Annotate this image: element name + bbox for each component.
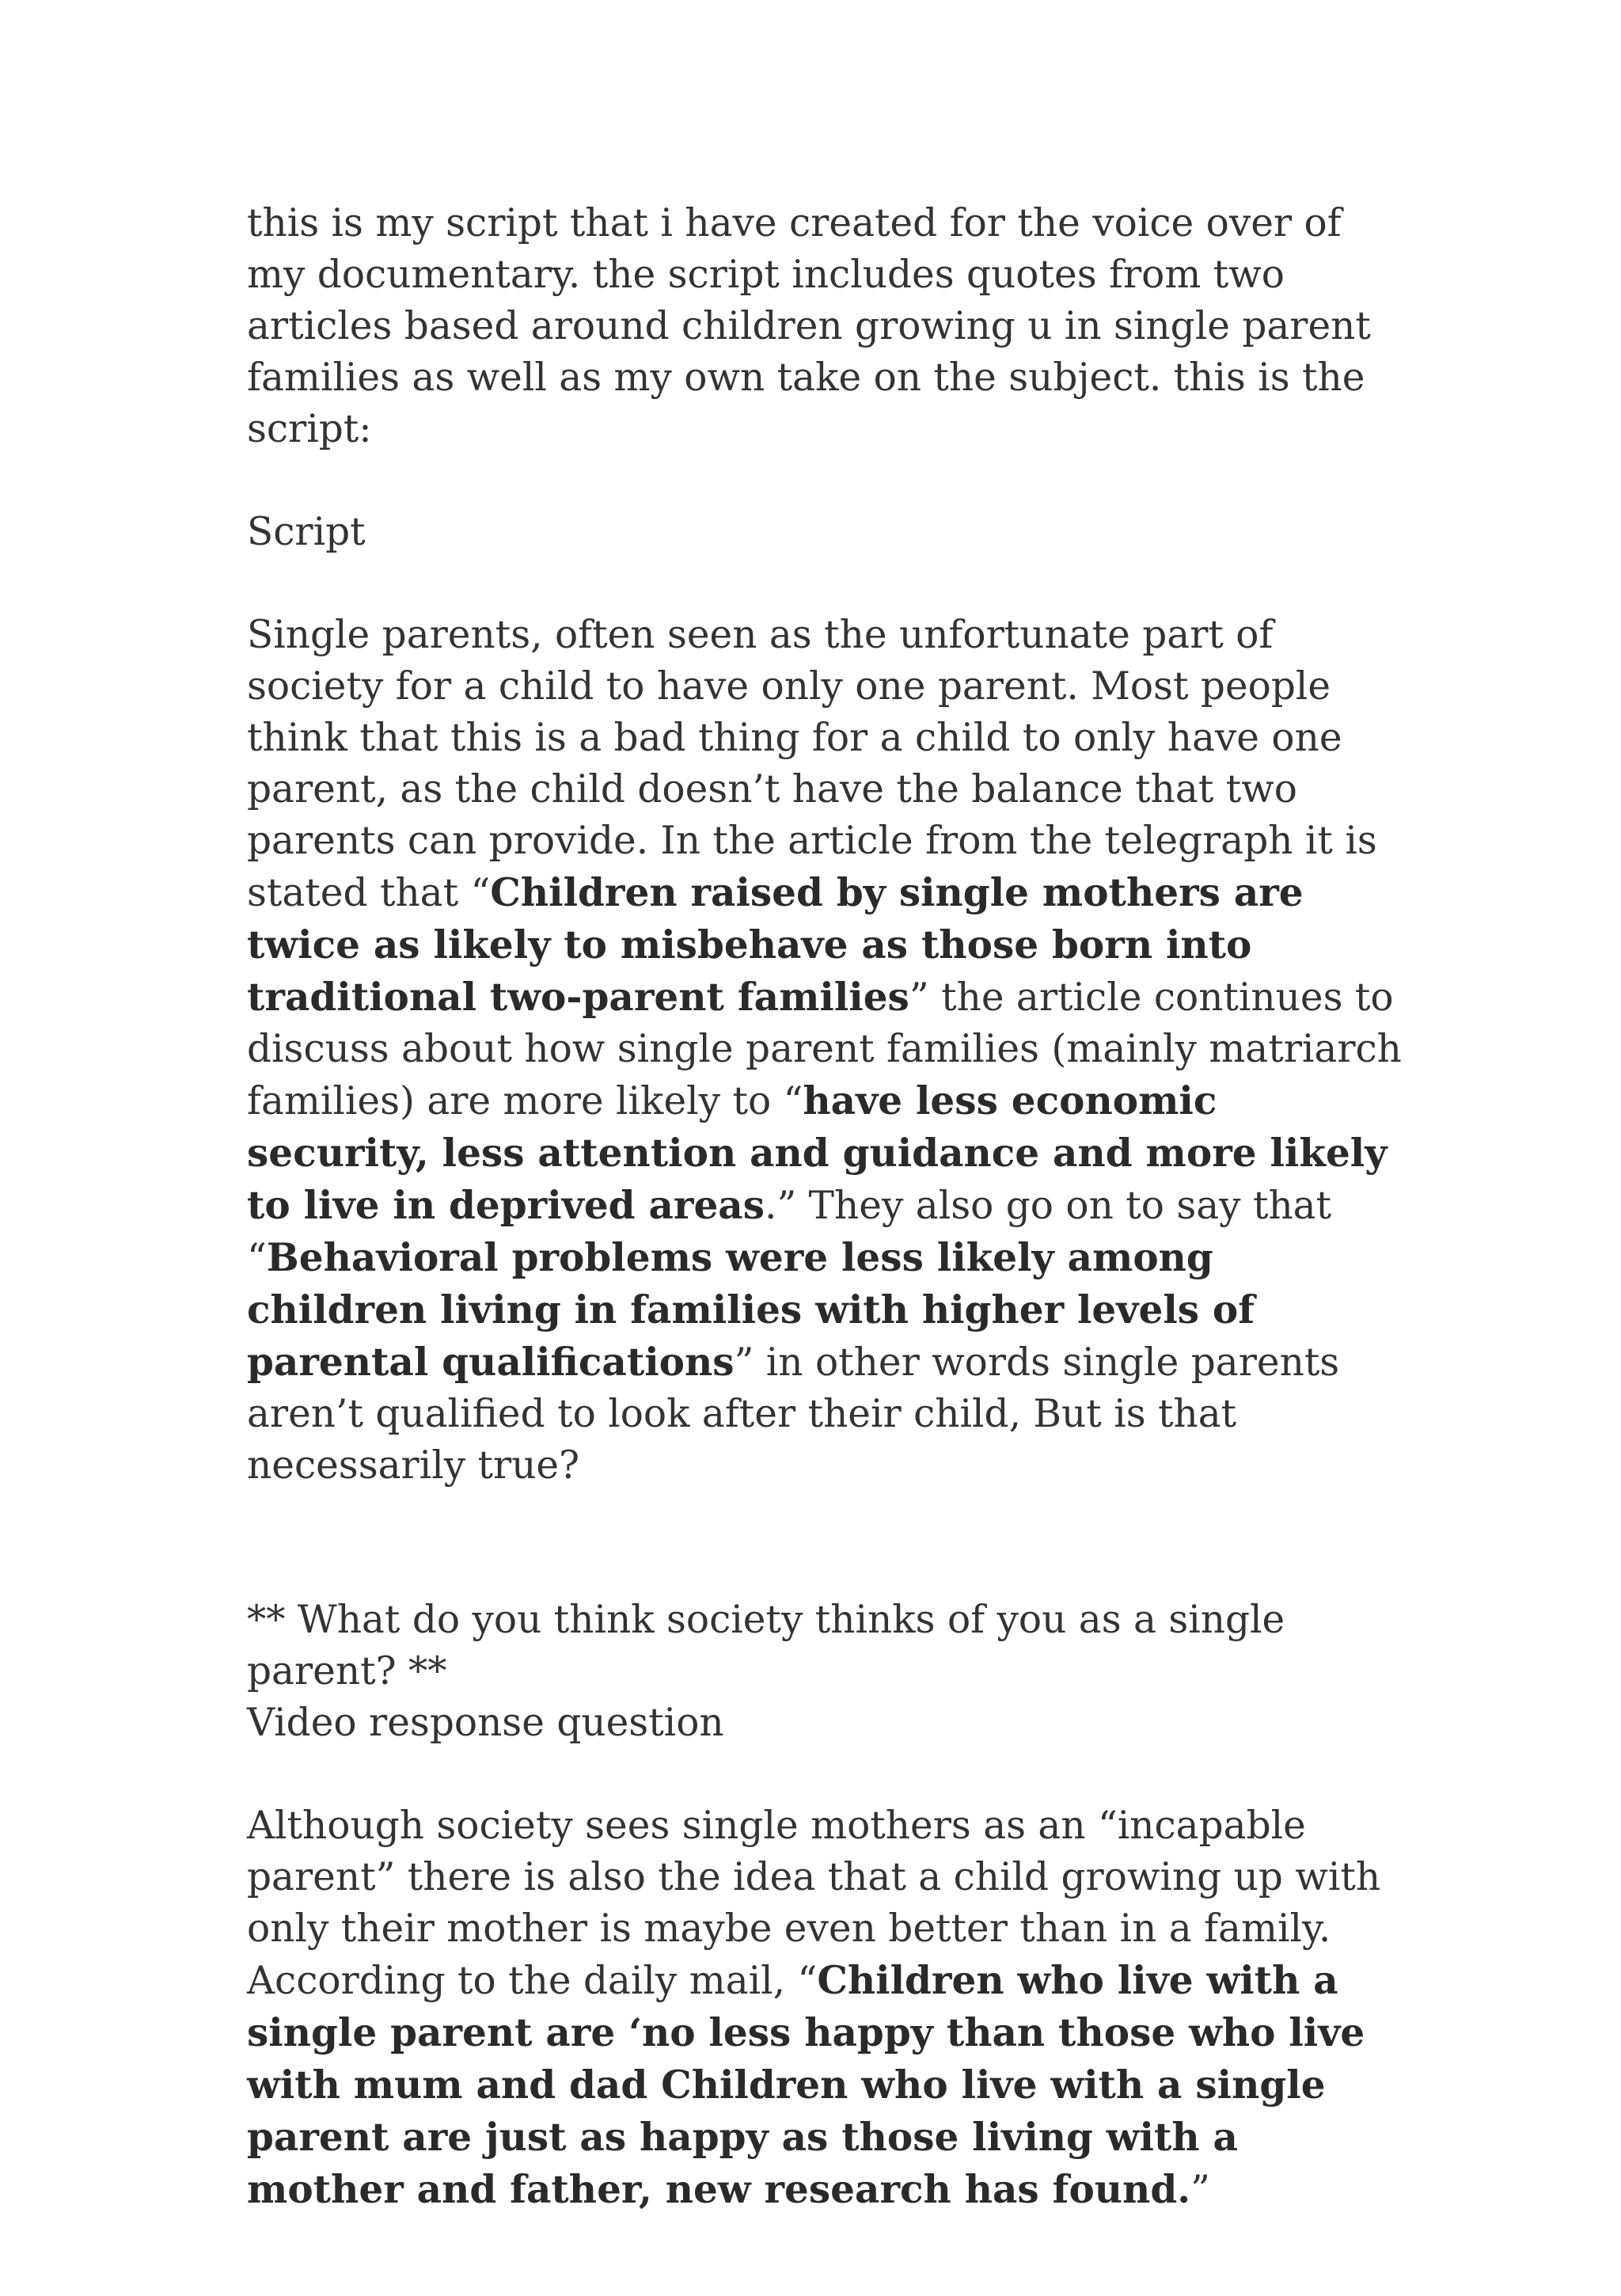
paragraph-1-text-1: Single parents, often seen as the unfortunate part of society for a child to have only one parent. Most people think that this is a bad thing for a child to only have one parent, as the child doesn’t have the balance that two parents can provide. In the article from the telegraph it is stated that “ [247, 613, 1377, 915]
intro-paragraph: this is my script that i have created for the voice over of my documentary. the script includes quotes from two articles based around children growing u in single parent families as well as my own take on the subject. this is the script: [247, 201, 1371, 451]
telegraph-quote-2: have less economic security, less attention and guidance and more likely to live in deprived areas [247, 1078, 1388, 1228]
paragraph-1-text-2: ” the article continues to discuss about how single parent families (mainly matriarch families) are more likely to “ [247, 975, 1402, 1123]
script-heading: Script [247, 510, 366, 554]
script-paragraph-2 [247, 1800, 1403, 2216]
daily-mail-quote: Children who live with a single parent are ‘no less happy than those who live with mum and dad Children who live with a single parent are just as happy as those living with a mother and father, new research has found. [247, 1958, 1365, 2212]
paragraph-2-text-1: Although society sees single mothers as an “incapable parent” there is also the idea that a child growing up with only their mother is maybe even better than in a family. According to the daily mail, “ [247, 1804, 1381, 2003]
document-body [247, 198, 1403, 2216]
paragraph-1-text-3: .” They also go on to say that “ [247, 1184, 1332, 1280]
telegraph-quote-3: Behavioral problems were less likely among children living in families with higher levels of parental qualifications [247, 1235, 1255, 1385]
telegraph-quote-1: Children raised by single mothers are twice as likely to misbehave as those born into traditional two-parent families [247, 870, 1304, 1020]
video-response-note: Video response question [247, 1701, 724, 1745]
script-paragraph-1 [247, 610, 1403, 1492]
paragraph-1-text-4: ” in other words single parents aren’t qualified to look after their child, But is that necessarily true? [247, 1340, 1340, 1488]
interview-question: ** What do you think society thinks of you as a single parent? ** [247, 1598, 1285, 1693]
paragraph-2-text-2: ” [1190, 2168, 1210, 2212]
